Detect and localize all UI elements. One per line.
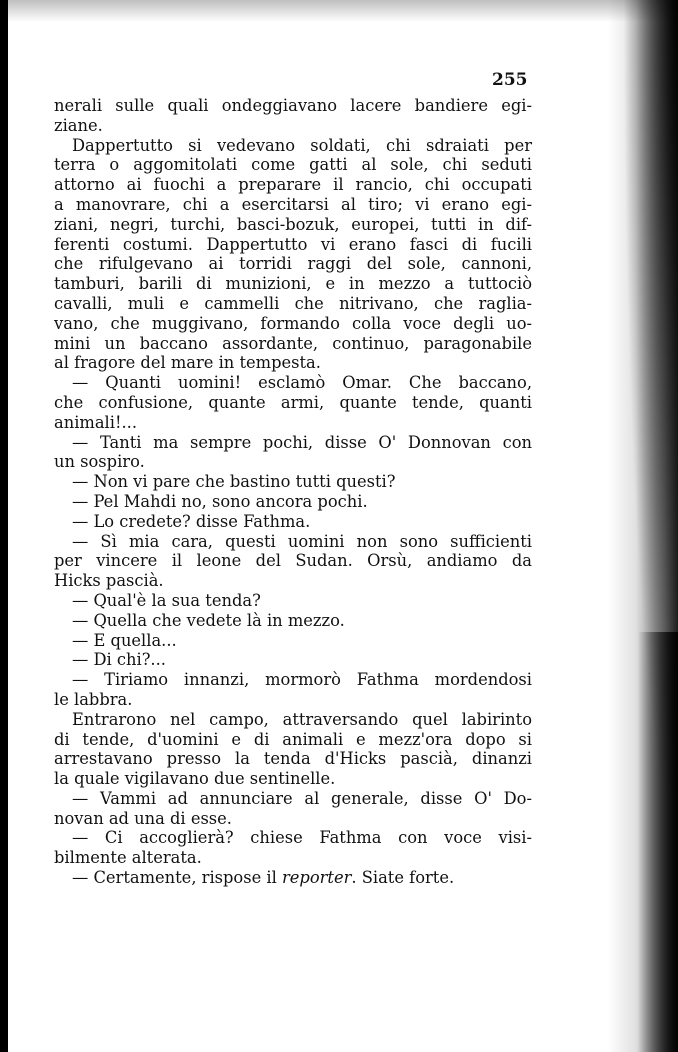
text-line: per vincere il leone del Sudan. Orsù, andiamo da (54, 551, 532, 571)
text-line: — Quanti uomini! esclamò Omar. Che baccano, (72, 373, 532, 393)
text-line: ziane. (54, 115, 103, 135)
italic-word-reporter: reporter (282, 868, 352, 888)
text-line: che confusione, quante armi, quante tende, quanti (54, 392, 532, 412)
text-line: nerali sulle quali ondeggiavano lacere bandiere egi- (54, 96, 532, 115)
text-line: ferenti costumi. Dappertutto vi erano fasci di fucili (54, 234, 532, 254)
text-line: che rifulgevano ai torridi raggi del sole, cannoni, (54, 254, 532, 274)
text-line: — E quella... (72, 630, 177, 650)
text-line: — Tiriamo innanzi, mormorò Fathma mordendosi (72, 670, 532, 690)
text-line: tamburi, barili di munizioni, e in mezzo a tuttociò (54, 274, 532, 294)
page-number: 255 (492, 70, 528, 90)
text-line: le labbra. (54, 689, 133, 709)
text-line: Hicks pascià. (54, 571, 164, 591)
text-line: a manovrare, chi a esercitarsi al tiro; vi erano egi- (54, 194, 532, 214)
text-line: — Lo credete? disse Fathma. (72, 511, 311, 531)
text-line: — Pel Mahdi no, sono ancora pochi. (72, 491, 368, 511)
text-line: al fragore del mare in tempesta. (54, 353, 321, 373)
text-line: — Non vi pare che bastino tutti questi? (72, 472, 396, 492)
text-line: — Quella che vedete là in mezzo. (72, 610, 345, 630)
text-line: — Sì mia cara, questi uomini non sono sufficienti (72, 531, 532, 551)
text-line: la quale vigilavano due sentinelle. (54, 769, 336, 789)
scan-left-border (0, 0, 8, 1052)
text-line: novan ad una di esse. (54, 808, 232, 828)
text-line: terra o aggomitolati come gatti al sole, chi seduti (54, 155, 532, 175)
final-line-before: — Certamente, rispose il (72, 868, 282, 888)
text-line: vano, che muggivano, formando colla voce degli uo- (54, 313, 532, 333)
text-line: cavalli, muli e cammelli che nitrivano, che raglia- (54, 293, 532, 313)
text-line: — Di chi?... (72, 650, 166, 670)
text-line: di tende, d'uomini e di animali e mezz'ora dopo si (54, 729, 532, 749)
text-line: animali!... (54, 412, 138, 432)
text-line: mini un baccano assordante, continuo, paragonabile (54, 333, 532, 353)
text-line: un sospiro. (54, 452, 145, 472)
text-line: Entrarono nel campo, attraversando quel labirinto (72, 709, 532, 729)
scan-right-bottom-shadow (638, 632, 678, 1052)
text-line: ziani, negri, turchi, basci-bozuk, europei, tutti in dif- (54, 214, 532, 234)
text-line: arrestavano presso la tenda d'Hicks pascià, dinanzi (54, 749, 532, 769)
text-line: Dappertutto si vedevano soldati, chi sdraiati per (72, 135, 532, 155)
scan-top-shadow (0, 0, 678, 22)
text-line: attorno ai fuochi a preparare il rancio, chi occupati (54, 175, 532, 195)
text-line: bilmente alterata. (54, 848, 202, 868)
page-body-text (54, 96, 532, 888)
text-line: — Ci accoglierà? chiese Fathma con voce visi- (72, 828, 532, 848)
final-line (54, 868, 532, 888)
text-line: — Vammi ad annunciare al generale, disse O' Do- (72, 788, 532, 808)
text-line: — Qual'è la sua tenda? (72, 590, 261, 610)
text-line: — Tanti ma sempre pochi, disse O' Donnovan con (72, 432, 532, 452)
final-line-after: . Siate forte. (351, 868, 455, 888)
